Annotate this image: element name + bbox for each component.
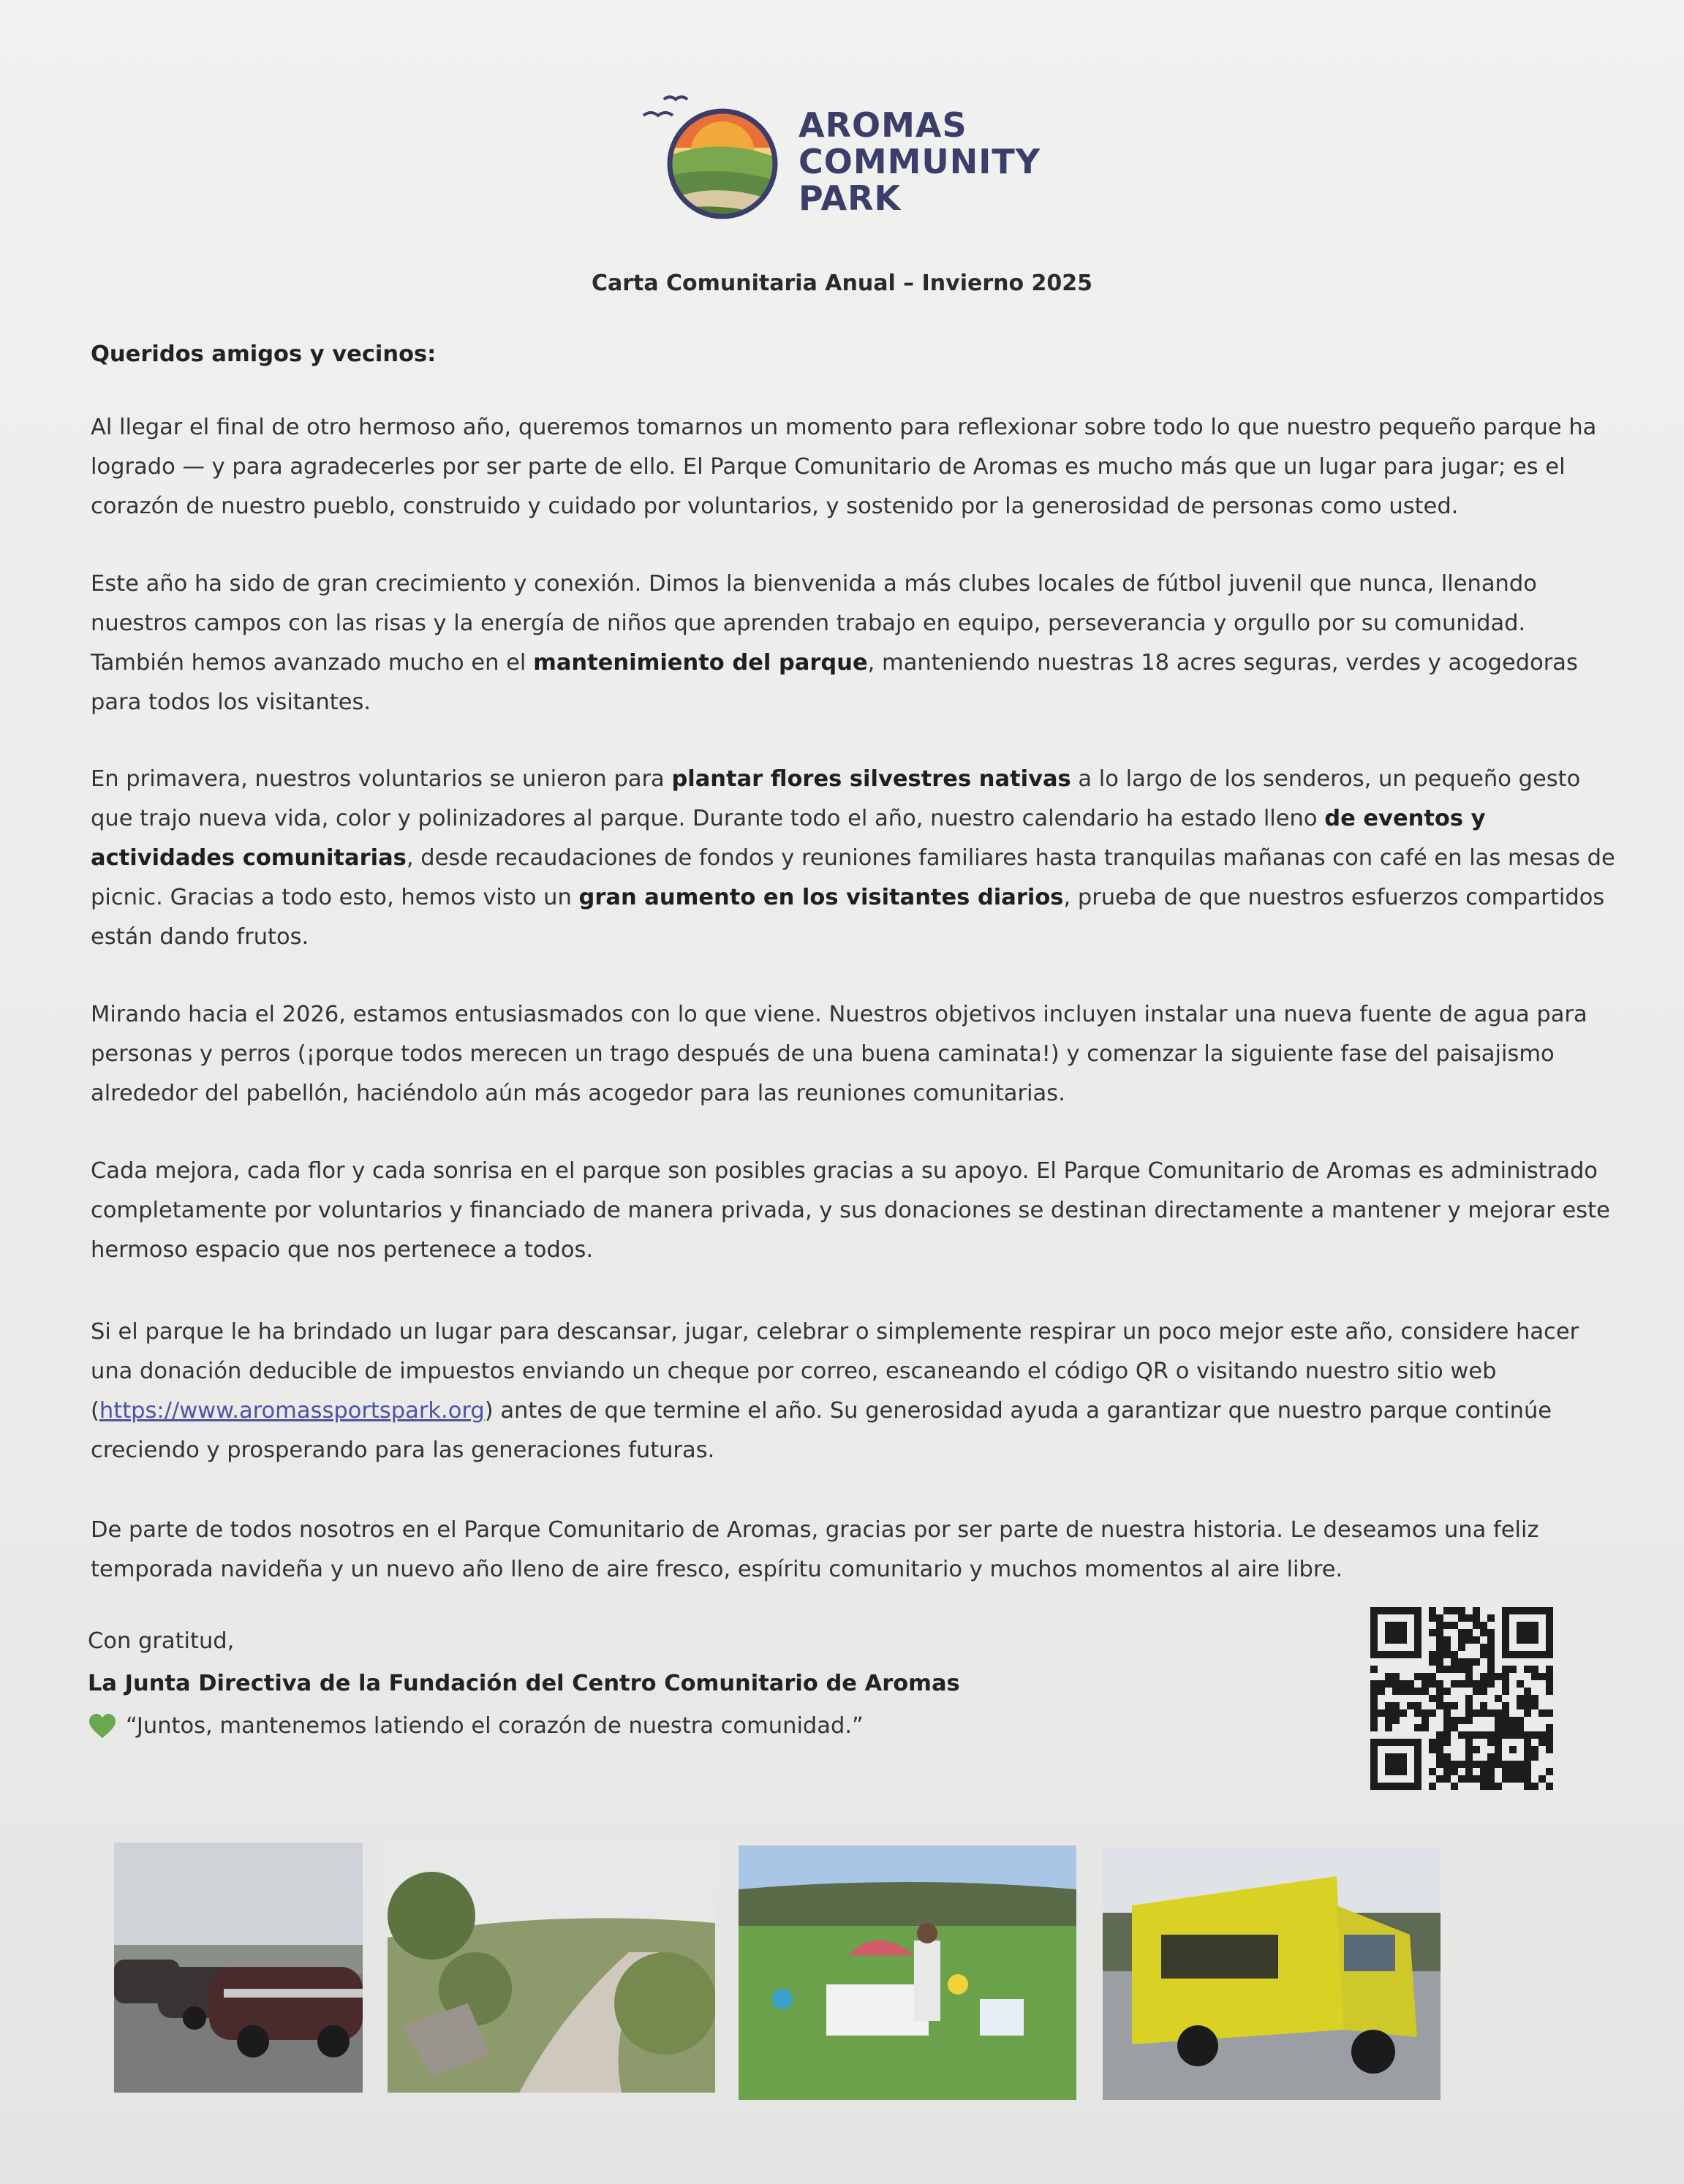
- logo-wordmark: [798, 107, 1041, 216]
- letter-title: Carta Comunitaria Anual – Invierno 2025: [591, 271, 1093, 296]
- paragraph-7-text: De parte de todos nosotros en el Parque Comunitario de Aromas, gracias por ser parte de nuestra historia. Le deseamos una feliz temporada navideña y un nuevo año lleno de aire fresco, espíritu comunitario y muchos momentos al aire libre.: [91, 1517, 1539, 1582]
- paragraph-3-text-e: , desde recaudaciones de fondos y reuniones familiares hasta tranquilas mañanas con café en las mesas de picnic. Gracias a todo esto, hemos visto un: [91, 845, 1615, 910]
- logo-line-3: PARK: [798, 178, 902, 218]
- logo-line-2: COMMUNITY: [798, 142, 1041, 181]
- donation-qr-code[interactable]: [1370, 1607, 1553, 1790]
- board-signature: La Junta Directiva de la Fundación del Centro Comunitario de Aromas: [88, 1671, 960, 1696]
- paragraph-4-text: Mirando hacia el 2026, estamos entusiasmados con lo que viene. Nuestros objetivos incluyen instalar una nueva fuente de agua para personas y perros (¡porque todos merecen un trago después de una buena caminata!) y comenzar la siguiente fase del paisajismo alrededor del pabellón, haciéndolo aún más acogedor para las reuniones comunitarias.: [91, 1002, 1587, 1106]
- paragraph-3-text-c: a lo largo de los senderos, un pequeño gesto que trajo nueva vida, color y polinizadores al parque. Durante todo el año, nuestro calendario ha estado lleno: [91, 766, 1581, 831]
- paragraph-1: [91, 408, 1623, 526]
- sunrise-hills-logo-icon: [642, 82, 796, 235]
- motto-text: “Juntos, mantenemos latiendo el corazón de nuestra comunidad.”: [126, 1713, 864, 1739]
- paragraph-5: [91, 1152, 1623, 1270]
- green-heart-icon: [88, 1713, 117, 1739]
- park-logo: [642, 82, 1066, 235]
- closing-block: [88, 1620, 960, 1747]
- classic-cars-photo: [114, 1843, 363, 2093]
- website-link[interactable]: https://www.aromassportspark.org: [99, 1398, 485, 1424]
- paragraph-2-text-c: , manteniendo nuestras 18 acres seguras, verdes y acogedoras para todos los visitantes.: [91, 650, 1578, 715]
- paragraph-3-bold-1: plantar flores silvestres nativas: [671, 766, 1071, 792]
- paragraph-3-text-a: En primavera, nuestros voluntarios se unieron para: [91, 766, 672, 792]
- motto-row: [88, 1705, 960, 1747]
- paragraph-5-text: Cada mejora, cada flor y cada sonrisa en el parque son posibles gracias a su apoyo. El Parque Comunitario de Aromas es administrado completamente por voluntarios y financiado de manera privada, y sus donaciones se destinan directamente a mantener y mejorar este hermoso espacio que nos pertenece a todos.: [91, 1158, 1610, 1263]
- food-truck-photo: [1103, 1847, 1441, 2100]
- paragraph-4: [91, 995, 1623, 1114]
- paragraph-6-text-c: ) antes de que termine el año. Su generosidad ayuda a garantizar que nuestro parque continúe creciendo y prosperando para las generaciones futuras.: [91, 1398, 1552, 1463]
- paragraph-1-text: Al llegar el final de otro hermoso año, queremos tomarnos un momento para reflexionar sobre todo lo que nuestro pequeño parque ha logrado — y para agradecerles por ser parte de ello. El Parque Comunitario de Aromas es mucho más que un lugar para jugar; es el corazón de nuestro pueblo, construido y cuidado por voluntarios, y sostenido por la generosidad de personas como usted.: [91, 415, 1597, 519]
- salutation: Queridos amigos y vecinos:: [91, 341, 437, 367]
- paragraph-2: [91, 564, 1623, 722]
- community-event-photo: [739, 1845, 1076, 2100]
- closing-greeting: Con gratitud,: [88, 1628, 235, 1654]
- paragraph-6-text-a: Si el parque le ha brindado un lugar para descansar, jugar, celebrar o simplemente respirar un poco mejor este año, considere hacer una donación deducible de impuestos enviando un cheque por correo, escaneando el código QR o visitando nuestro sitio web (: [91, 1319, 1579, 1424]
- paragraph-3-text-g: , prueba de que nuestros esfuerzos compartidos están dando frutos.: [91, 885, 1605, 950]
- park-trail-photo: [388, 1843, 715, 2093]
- paragraph-2-bold: mantenimiento del parque: [533, 650, 868, 676]
- paragraph-3-bold-2: de eventos y actividades comunitarias: [91, 806, 1486, 871]
- paragraph-7: [91, 1511, 1623, 1590]
- paragraph-6: [91, 1312, 1623, 1470]
- paragraph-2-text-a: Este año ha sido de gran crecimiento y conexión. Dimos la bienvenida a más clubes locales de fútbol juvenil que nunca, llenando nuestros campos con las risas y la energía de niños que aprenden trabajo en equipo, perseverancia y orgullo por su comunidad. También hemos avanzado mucho en el: [91, 571, 1537, 676]
- paragraph-3-bold-3: gran aumento en los visitantes diarios: [578, 885, 1064, 910]
- paragraph-3: [91, 760, 1623, 957]
- logo-line-1: AROMAS: [798, 105, 967, 145]
